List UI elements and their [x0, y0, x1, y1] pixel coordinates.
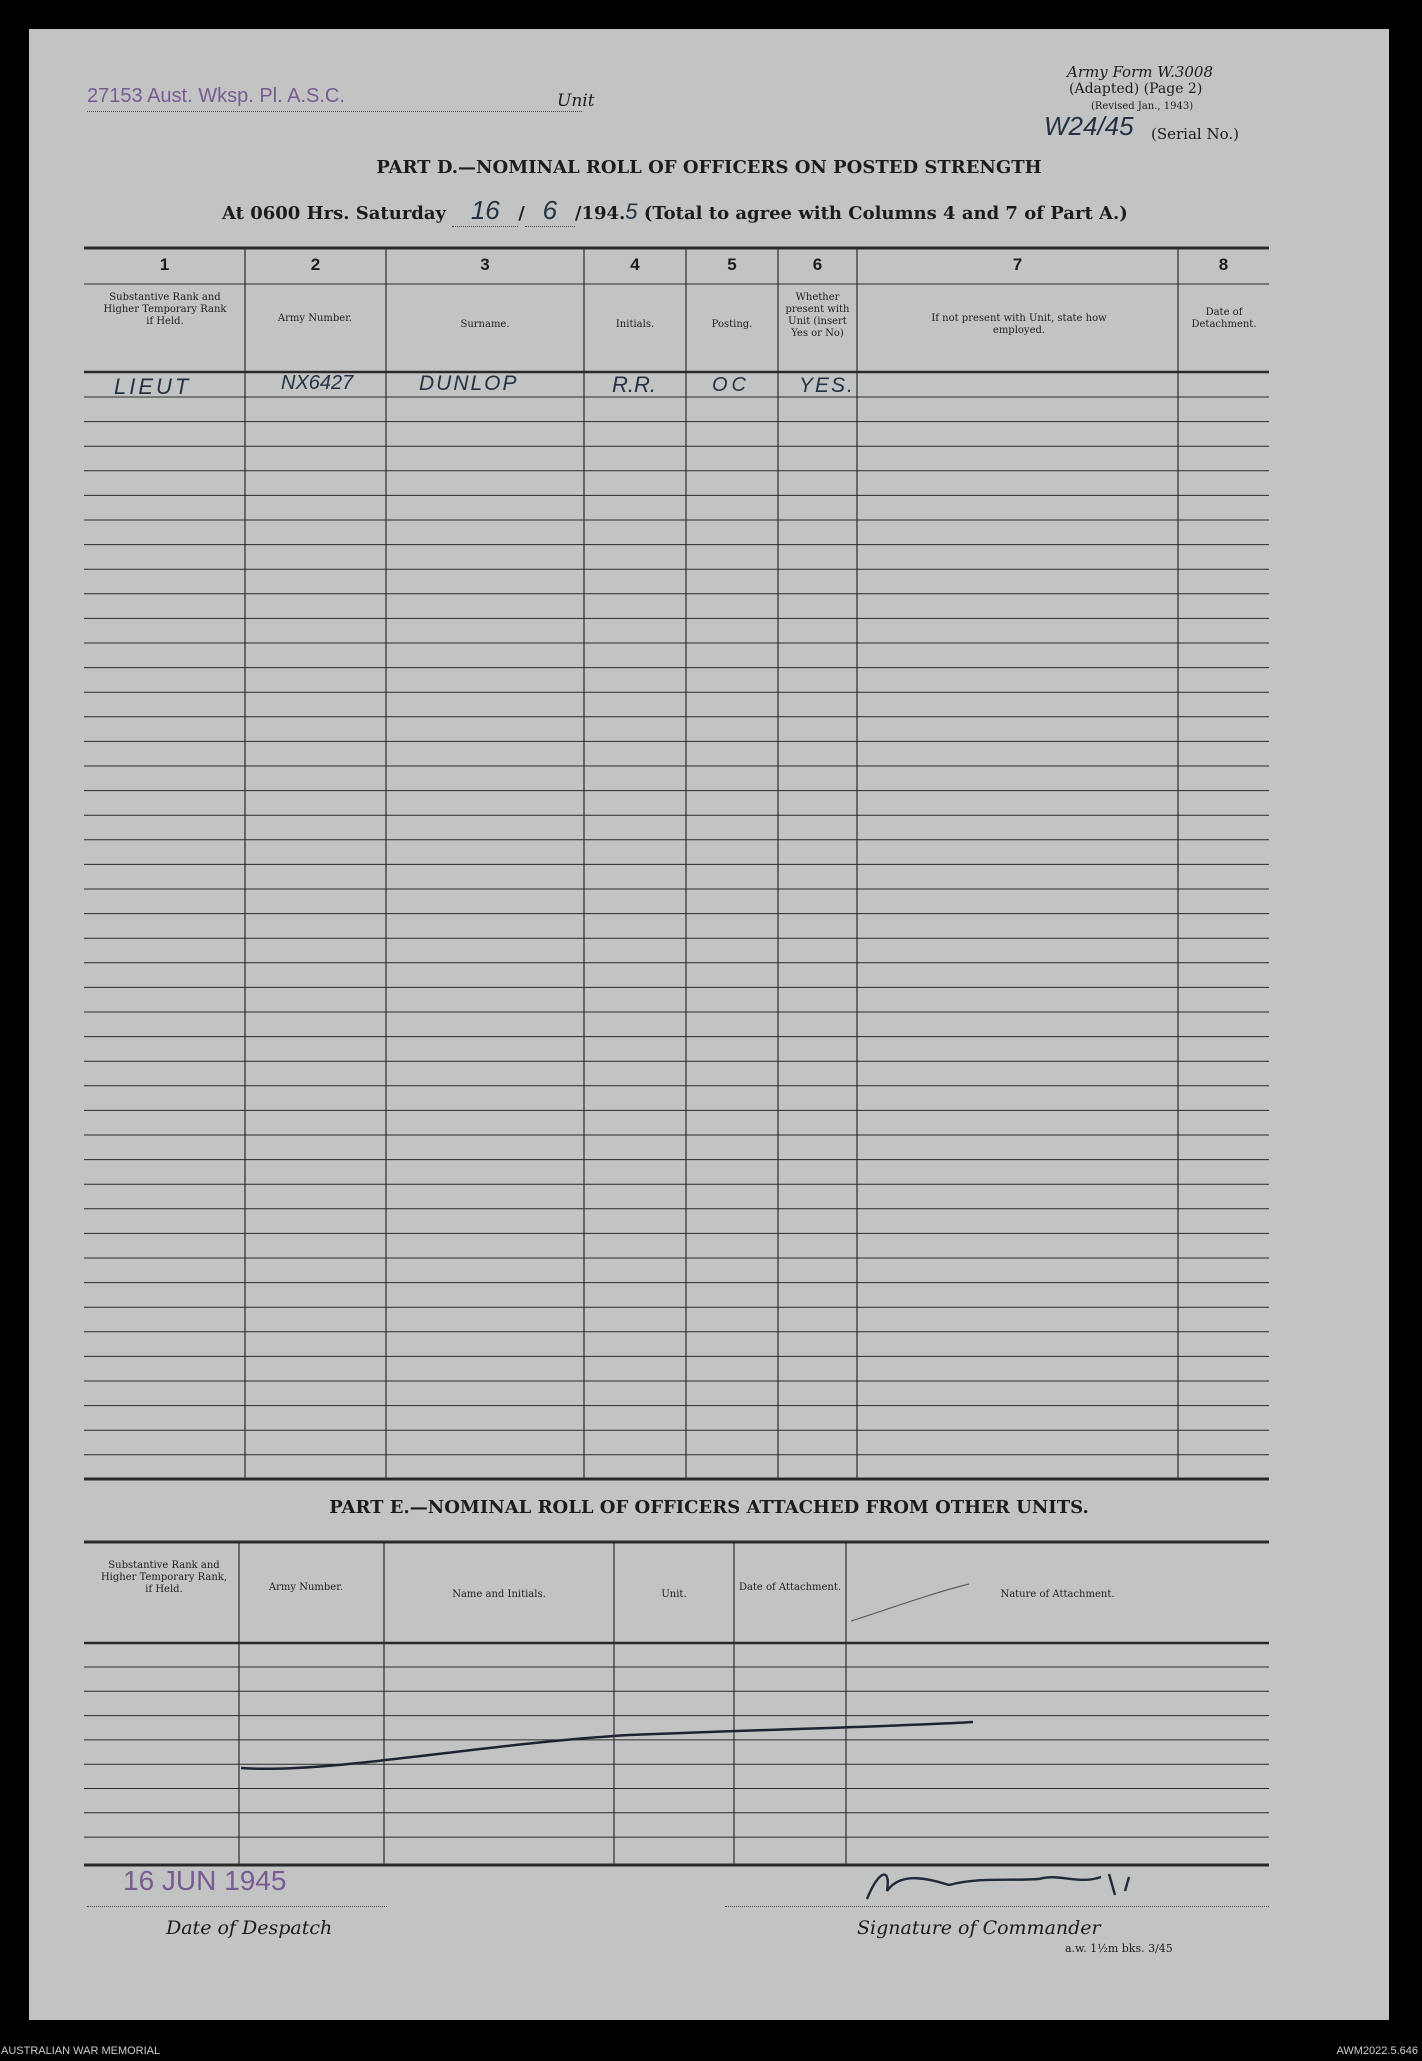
archive-credit: AUSTRALIAN WAR MEMORIAL [1, 2045, 161, 2057]
form-id: Army Form W.3008 [1067, 63, 1213, 81]
date-day: 16 [452, 195, 518, 227]
col-number: 2 [310, 255, 321, 274]
col-number: 7 [1012, 255, 1023, 274]
e-header-name: Name and Initials. [452, 1589, 546, 1600]
date-month: 6 [525, 195, 575, 227]
header-initials: Initials. [615, 319, 655, 330]
header-rank: Substantive Rank and Higher Temporary Rank if Held. [103, 292, 227, 327]
unit-label: Unit [557, 91, 595, 111]
date-line: At 0600 Hrs. Saturday 16 / 6 /194.5 (Total to agree with Columns 4 and 7 of Part A.) [222, 195, 1128, 225]
year-suffix: 5 [625, 199, 638, 224]
header-army-number: Army Number. [277, 313, 353, 324]
header-detachment: Date of Detachment. [1191, 307, 1257, 330]
form-adapted: (Adapted) (Page 2) [1069, 81, 1203, 97]
form-revised: (Revised Jan., 1943) [1091, 101, 1194, 112]
cell-surname: DUNLOP [419, 372, 519, 395]
e-header-attachment-date: Date of Attachment. [738, 1582, 842, 1593]
header-employed: If not present with Unit, state how employed. [931, 313, 1107, 336]
unit-stamp: 27153 Aust. Wksp. Pl. A.S.C. [87, 85, 345, 107]
cell-initials: R.R. [612, 372, 656, 397]
despatch-date-stamp: 16 JUN 1945 [123, 1865, 287, 1896]
signature-label: Signature of Commander [857, 1917, 1101, 1939]
archive-id: AWM2022.5.646 [1336, 2045, 1418, 2057]
serial-number: W24/45 [1044, 111, 1134, 141]
cell-army-number: NX6427 [281, 372, 354, 394]
despatch-date-label: Date of Despatch [166, 1917, 333, 1939]
cell-rank: LIEUT [114, 374, 192, 399]
print-code: a.w. 1½m bks. 3/45 [1065, 1942, 1173, 1955]
e-header-rank: Substantive Rank and Higher Temporary Rank, if Held. [100, 1560, 228, 1595]
e-header-unit: Unit. [661, 1589, 687, 1600]
e-header-nature: Nature of Attachment. [1000, 1589, 1115, 1600]
serial-label: (Serial No.) [1151, 125, 1239, 143]
col-number: 4 [630, 255, 640, 274]
form-sheet [29, 29, 1389, 2020]
col-number: 5 [727, 255, 737, 274]
col-number: 8 [1218, 255, 1229, 274]
e-header-army-number: Army Number. [268, 1582, 344, 1593]
part-d-title: PART D.—NOMINAL ROLL OF OFFICERS ON POSTED STRENGTH [376, 157, 1042, 178]
col-number: 3 [480, 255, 490, 274]
col-number: 1 [159, 255, 170, 274]
col-number: 6 [812, 255, 823, 274]
cell-present: YES. [799, 374, 855, 397]
cell-posting: OC [712, 374, 750, 396]
header-posting: Posting. [711, 319, 753, 330]
part-e-title: PART E.—NOMINAL ROLL OF OFFICERS ATTACHED FROM OTHER UNITS. [329, 1497, 1089, 1518]
header-present: Whether present with Unit (insert Yes or No) [785, 292, 850, 339]
commander-signature [29, 29, 1389, 2020]
total-note: (Total to agree with Columns 4 and 7 of Part A.) [643, 203, 1128, 224]
year-prefix: 194. [581, 203, 626, 224]
header-surname: Surname. [460, 319, 510, 330]
date-prefix: At 0600 Hrs. Saturday [222, 203, 447, 224]
